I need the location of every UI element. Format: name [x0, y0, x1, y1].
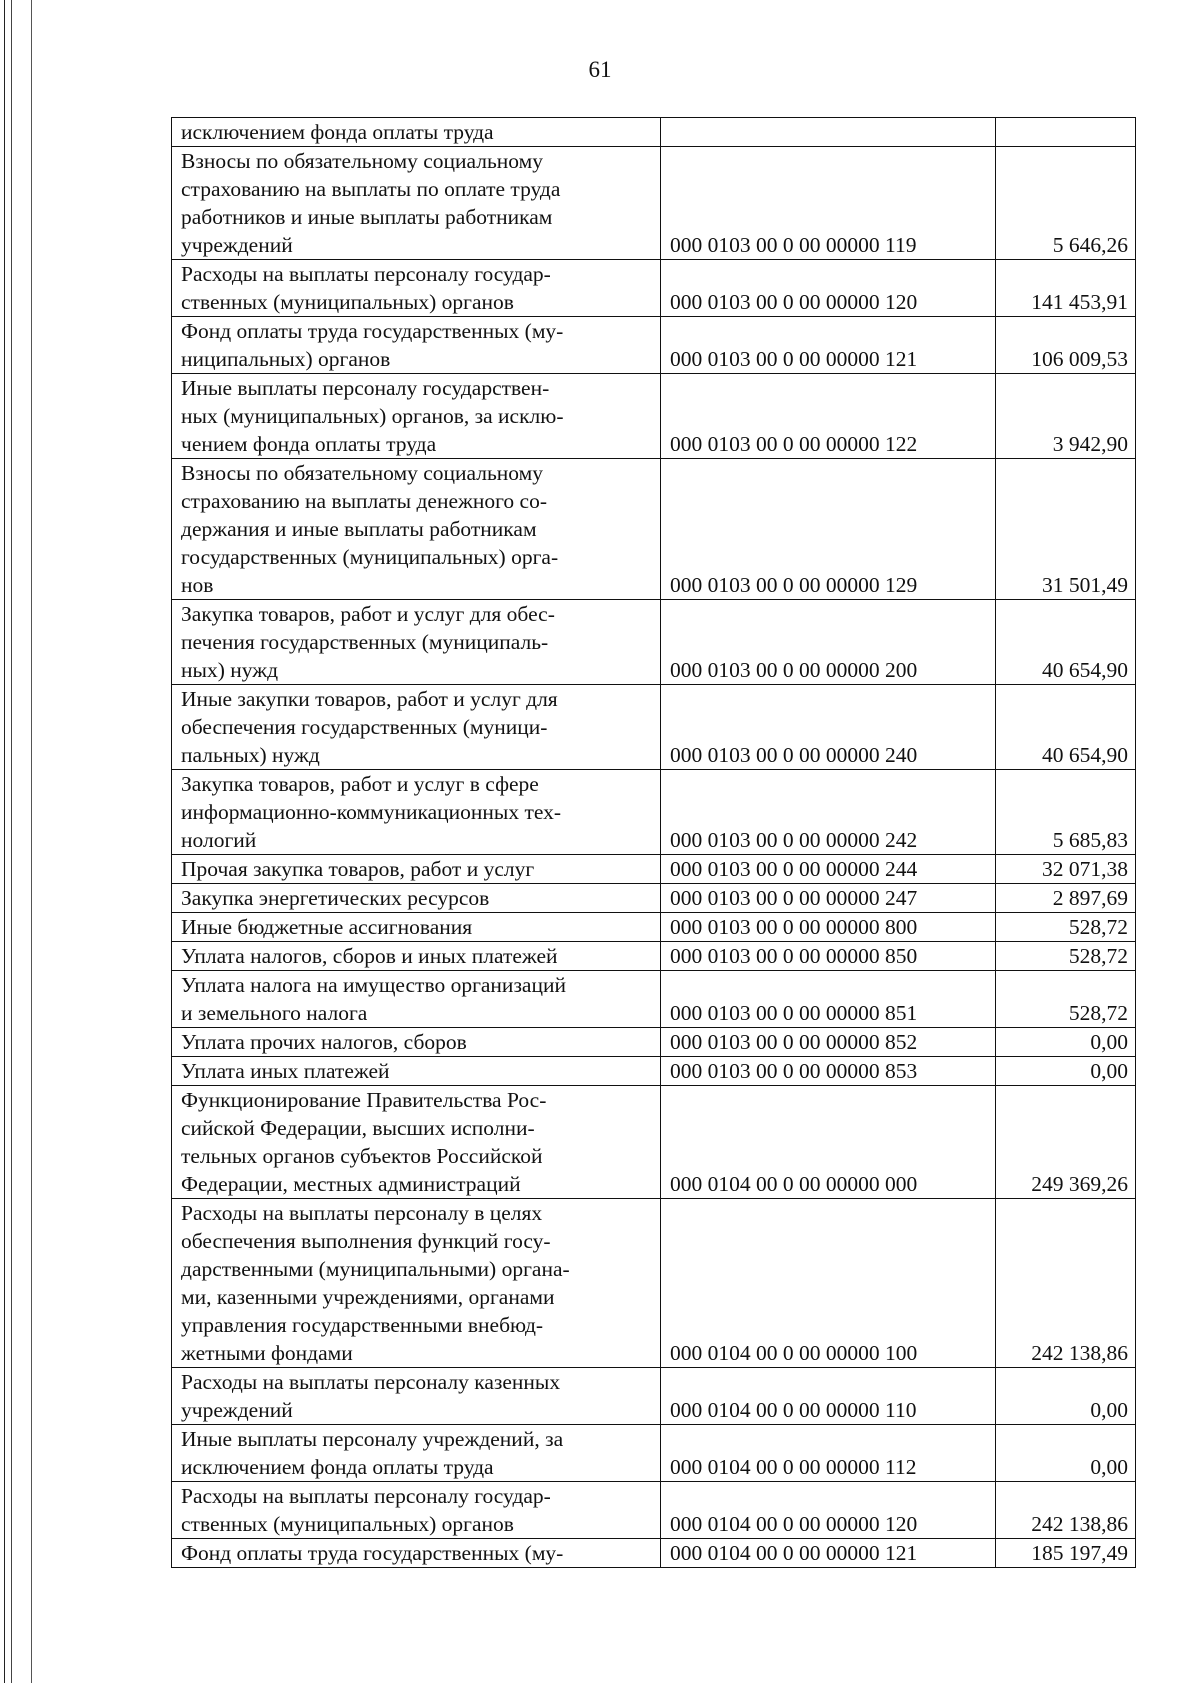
expense-name-cell [172, 1199, 661, 1368]
expense-name-line: пальных) нужд [181, 743, 320, 767]
expense-name-line: Закупка товаров, работ и услуг для обес- [181, 602, 555, 626]
table-row [172, 884, 1136, 913]
table-row [172, 971, 1136, 1028]
expense-name-cell [172, 459, 661, 600]
expense-name-line: Иные бюджетные ассигнования [181, 915, 473, 939]
table-row [172, 942, 1136, 971]
amount-cell: 185 197,49 [996, 1539, 1136, 1568]
budget-code-cell: 000 0104 00 0 00 00000 112 [661, 1425, 996, 1482]
table-row [172, 685, 1136, 770]
amount-cell: 32 071,38 [996, 855, 1136, 884]
table-row [172, 1539, 1136, 1568]
expense-name-line: Расходы на выплаты персоналу государ- [181, 262, 551, 286]
expense-name-line: Уплата иных платежей [181, 1059, 390, 1083]
expense-name-line: Федерации, местных администраций [181, 1172, 521, 1196]
budget-code-cell: 000 0104 00 0 00 00000 121 [661, 1539, 996, 1568]
expense-name-line: тельных органов субъектов Российской [181, 1144, 543, 1168]
expense-name-cell [172, 1368, 661, 1425]
budget-code-cell: 000 0103 00 0 00 00000 850 [661, 942, 996, 971]
expense-name-line: Закупка товаров, работ и услуг в сфере [181, 772, 539, 796]
budget-code-cell: 000 0103 00 0 00 00000 851 [661, 971, 996, 1028]
amount-cell: 242 138,86 [996, 1199, 1136, 1368]
amount-cell: 40 654,90 [996, 600, 1136, 685]
table-row [172, 1368, 1136, 1425]
amount-cell: 40 654,90 [996, 685, 1136, 770]
amount-cell: 528,72 [996, 913, 1136, 942]
expense-name-line: дарственными (муниципальными) органа- [181, 1257, 570, 1281]
expense-name-line: исключением фонда оплаты труда [181, 1455, 494, 1479]
expense-name-line: страхованию на выплаты денежного со- [181, 489, 547, 513]
expense-name-line: Уплата налогов, сборов и иных платежей [181, 944, 558, 968]
budget-code-cell: 000 0103 00 0 00 00000 121 [661, 317, 996, 374]
expense-name-line: сийской Федерации, высших исполни- [181, 1116, 535, 1140]
scan-edge-line [11, 0, 12, 1683]
budget-code-cell: 000 0104 00 0 00 00000 000 [661, 1086, 996, 1199]
table-row [172, 855, 1136, 884]
amount-cell: 5 685,83 [996, 770, 1136, 855]
table-row [172, 600, 1136, 685]
budget-code-cell: 000 0103 00 0 00 00000 853 [661, 1057, 996, 1086]
budget-code-cell: 000 0103 00 0 00 00000 800 [661, 913, 996, 942]
expense-name-line: Взносы по обязательному социальному [181, 461, 543, 485]
expense-name-line: Фонд оплаты труда государственных (му- [181, 319, 564, 343]
expense-name-line: Расходы на выплаты персоналу казенных [181, 1370, 561, 1394]
expense-name-line: Уплата налога на имущество организаций [181, 973, 566, 997]
expense-name-line: Прочая закупка товаров, работ и услуг [181, 857, 535, 881]
expense-name-cell [172, 913, 661, 942]
expense-name-line: нов [181, 573, 214, 597]
expense-name-line: Уплата прочих налогов, сборов [181, 1030, 467, 1054]
expense-name-cell [172, 317, 661, 374]
expense-name-line: Фонд оплаты труда государственных (му- [181, 1541, 564, 1565]
table-row [172, 913, 1136, 942]
expense-name-cell [172, 1539, 661, 1568]
budget-code-cell: 000 0103 00 0 00 00000 852 [661, 1028, 996, 1057]
expense-name-line: обеспечения государственных (муници- [181, 715, 548, 739]
expense-name-line: Закупка энергетических ресурсов [181, 886, 490, 910]
expense-name-line: ных) нужд [181, 658, 279, 682]
scan-edge-line [4, 0, 5, 1683]
table-row [172, 1028, 1136, 1057]
amount-cell: 242 138,86 [996, 1482, 1136, 1539]
expense-name-line: управления государственными внебюд- [181, 1313, 544, 1337]
expense-name-line: печения государственных (муниципаль- [181, 630, 549, 654]
expense-name-cell [172, 1482, 661, 1539]
budget-code-cell: 000 0104 00 0 00 00000 120 [661, 1482, 996, 1539]
expense-name-line: обеспечения выполнения функций госу- [181, 1229, 551, 1253]
expense-name-line: Расходы на выплаты персоналу в целях [181, 1201, 543, 1225]
expense-name-line: держания и иные выплаты работникам [181, 517, 537, 541]
amount-cell: 528,72 [996, 942, 1136, 971]
budget-code-cell: 000 0103 00 0 00 00000 242 [661, 770, 996, 855]
amount-cell: 5 646,26 [996, 147, 1136, 260]
expense-name-cell [172, 942, 661, 971]
budget-table [171, 117, 1136, 1568]
expense-name-line: Функционирование Правительства Рос- [181, 1088, 547, 1112]
expense-name-line: ственных (муниципальных) органов [181, 1512, 514, 1536]
expense-name-line: нологий [181, 828, 257, 852]
table-row [172, 1057, 1136, 1086]
expense-name-line: информационно-коммуникационных тех- [181, 800, 562, 824]
expense-name-cell [172, 1086, 661, 1199]
table-row [172, 1086, 1136, 1199]
expense-name-line: ниципальных) органов [181, 347, 391, 371]
table-row [172, 770, 1136, 855]
amount-cell: 2 897,69 [996, 884, 1136, 913]
expense-name-line: Иные выплаты персоналу государствен- [181, 376, 550, 400]
expense-name-cell [172, 374, 661, 459]
expense-name-cell [172, 600, 661, 685]
expense-name-cell [172, 1028, 661, 1057]
expense-name-line: ственных (муниципальных) органов [181, 290, 514, 314]
expense-name-line: Иные закупки товаров, работ и услуг для [181, 687, 558, 711]
expense-name-line: исключением фонда оплаты труда [181, 120, 494, 144]
budget-code-cell: 000 0104 00 0 00 00000 100 [661, 1199, 996, 1368]
expense-name-line: государственных (муниципальных) орга- [181, 545, 559, 569]
amount-cell: 0,00 [996, 1425, 1136, 1482]
expense-name-cell [172, 855, 661, 884]
expense-name-cell [172, 118, 661, 147]
budget-code-cell: 000 0103 00 0 00 00000 129 [661, 459, 996, 600]
expense-name-line: Иные выплаты персоналу учреждений, за [181, 1427, 564, 1451]
budget-code-cell: 000 0103 00 0 00 00000 119 [661, 147, 996, 260]
budget-code-cell [661, 118, 996, 147]
budget-code-cell: 000 0103 00 0 00 00000 247 [661, 884, 996, 913]
expense-name-line: жетными фондами [181, 1341, 353, 1365]
table-row [172, 1425, 1136, 1482]
amount-cell: 106 009,53 [996, 317, 1136, 374]
table-row [172, 260, 1136, 317]
expense-name-line: учреждений [181, 233, 293, 257]
expense-name-cell [172, 260, 661, 317]
table-row [172, 1199, 1136, 1368]
expense-name-cell [172, 1425, 661, 1482]
amount-cell: 141 453,91 [996, 260, 1136, 317]
expense-name-line: учреждений [181, 1398, 293, 1422]
table-row [172, 147, 1136, 260]
expense-name-line: работников и иные выплаты работникам [181, 205, 553, 229]
amount-cell: 0,00 [996, 1057, 1136, 1086]
table-row [172, 1482, 1136, 1539]
amount-cell: 0,00 [996, 1028, 1136, 1057]
amount-cell: 0,00 [996, 1368, 1136, 1425]
amount-cell [996, 118, 1136, 147]
budget-code-cell: 000 0103 00 0 00 00000 122 [661, 374, 996, 459]
expense-name-cell [172, 884, 661, 913]
table-row [172, 374, 1136, 459]
table-row [172, 459, 1136, 600]
amount-cell: 528,72 [996, 971, 1136, 1028]
expense-name-line: ных (муниципальных) органов, за исклю- [181, 404, 564, 428]
budget-code-cell: 000 0103 00 0 00 00000 240 [661, 685, 996, 770]
expense-name-line: чением фонда оплаты труда [181, 432, 437, 456]
expense-name-line: страхованию на выплаты по оплате труда [181, 177, 561, 201]
expense-name-cell [172, 147, 661, 260]
expense-name-line: и земельного налога [181, 1001, 368, 1025]
amount-cell: 31 501,49 [996, 459, 1136, 600]
budget-code-cell: 000 0103 00 0 00 00000 244 [661, 855, 996, 884]
budget-code-cell: 000 0104 00 0 00 00000 110 [661, 1368, 996, 1425]
table-row [172, 317, 1136, 374]
expense-name-line: ми, казенными учреждениями, органами [181, 1285, 555, 1309]
expense-name-cell [172, 685, 661, 770]
scan-edge-line [31, 0, 32, 1683]
amount-cell: 249 369,26 [996, 1086, 1136, 1199]
budget-code-cell: 000 0103 00 0 00 00000 120 [661, 260, 996, 317]
budget-code-cell: 000 0103 00 0 00 00000 200 [661, 600, 996, 685]
expense-name-cell [172, 1057, 661, 1086]
page-number: 61 [588, 57, 612, 82]
expense-name-cell [172, 770, 661, 855]
expense-name-line: Взносы по обязательному социальному [181, 149, 543, 173]
amount-cell: 3 942,90 [996, 374, 1136, 459]
budget-table-body [172, 118, 1136, 1568]
expense-name-cell [172, 971, 661, 1028]
expense-name-line: Расходы на выплаты персоналу государ- [181, 1484, 551, 1508]
table-row [172, 118, 1136, 147]
